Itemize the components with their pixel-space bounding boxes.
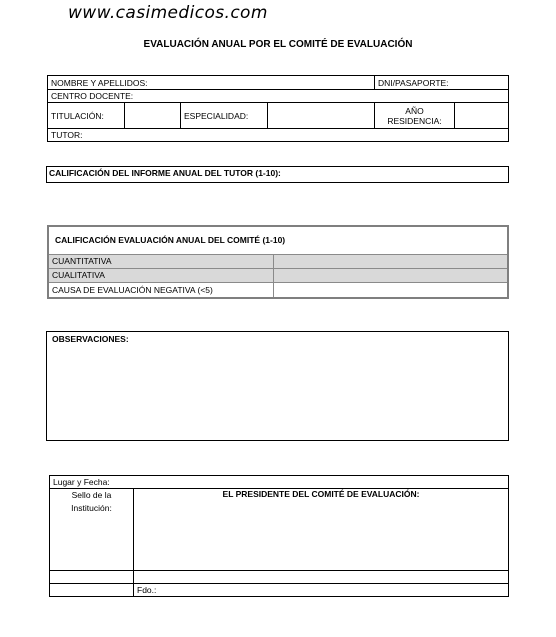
tutor-calificacion-label: CALIFICACIÓN DEL INFORME ANUAL DEL TUTOR (1-10):: [49, 168, 281, 178]
lugar-label: Lugar y Fecha:: [50, 476, 509, 489]
titulacion-label: TITULACIÓN:: [48, 103, 125, 129]
sello-label: Sello de la Institución:: [50, 489, 134, 571]
observaciones-box: [46, 331, 509, 441]
observaciones-label: OBSERVACIONES:: [52, 334, 129, 344]
datos-table: [47, 75, 509, 142]
anio-label: AÑO RESIDENCIA:: [375, 103, 455, 129]
cuantitativa-label: CUANTITATIVA: [48, 254, 274, 268]
titulacion-value: [125, 103, 181, 129]
cuantitativa-value: [274, 254, 509, 268]
especialidad-value: [268, 103, 375, 129]
cualitativa-label: CUALITATIVA: [48, 268, 274, 282]
tutor-calificacion-box: [46, 166, 509, 183]
especialidad-label: ESPECIALIDAD:: [181, 103, 268, 129]
causa-label: CAUSA DE EVALUACIÓN NEGATIVA (<5): [48, 282, 274, 298]
nombre-label: NOMBRE Y APELLIDOS:: [48, 76, 375, 90]
fdo-label: Fdo.:: [134, 584, 509, 597]
comite-heading: CALIFICACIÓN EVALUACIÓN ANUAL DEL COMITÉ (1-10): [55, 235, 286, 246]
dni-label: DNI/PASAPORTE:: [375, 76, 509, 90]
cualitativa-value: [274, 268, 509, 282]
site-watermark: www.casimedicos.com: [68, 3, 268, 23]
anio-value: [455, 103, 509, 129]
tutor-label: TUTOR:: [48, 129, 509, 142]
firma-empty-cell: [50, 571, 134, 584]
comite-table: [47, 225, 509, 299]
page-title: EVALUACIÓN ANUAL POR EL COMITÉ DE EVALUACIÓN: [143, 39, 413, 50]
fdo-empty-cell: [50, 584, 134, 597]
firma-empty-cell: [134, 571, 509, 584]
presidente-label: EL PRESIDENTE DEL COMITÉ DE EVALUACIÓN:: [134, 489, 509, 571]
centro-label: CENTRO DOCENTE:: [48, 90, 509, 103]
firma-table: [49, 475, 509, 597]
causa-value: [274, 282, 509, 298]
